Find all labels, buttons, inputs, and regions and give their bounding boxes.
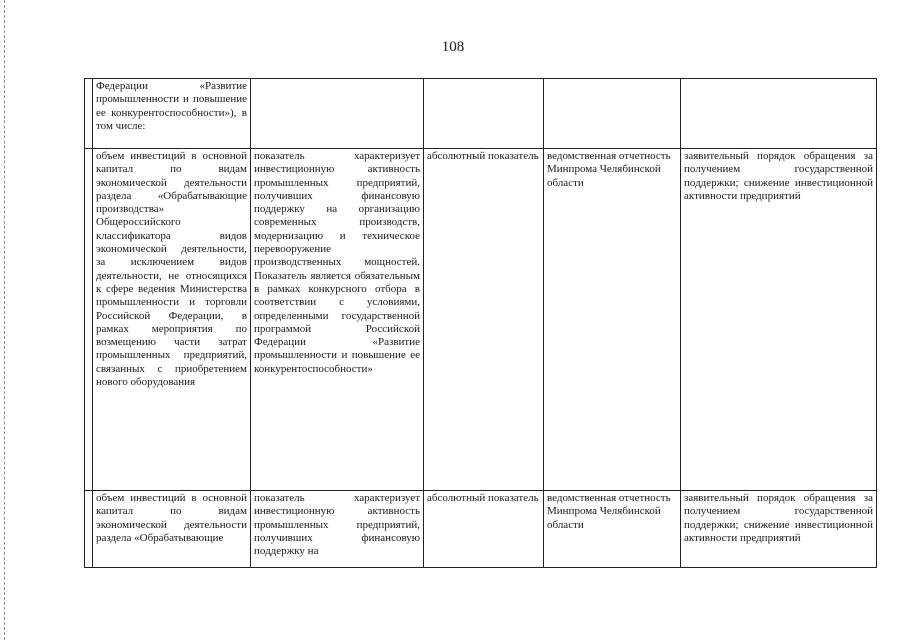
characteristic-cell: показатель характеризует инвестиционную активность промышленных предприятий, получивших финансовую поддержку на организацию современных производств, модернизацию и техническое перевооружение производственных мощностей. Показатель является обязательным в рамках конкурсного отбора в соответствии с условиями, определенными государственной программой Российской Федерации «Развитие промышленности и повышение ее конкурентоспособности» [251, 149, 424, 491]
indicator-type-cell: абсолютный показатель [424, 149, 544, 491]
characteristic-cell: показатель характеризует инвестиционную активность промышленных предприятий, получивших финансовую поддержку на [251, 491, 424, 568]
indicator-table [84, 78, 877, 568]
blank-cell [85, 149, 93, 491]
data-source-cell: ведомственная отчетность Минпрома Челябинской области [544, 491, 681, 568]
page-number: 108 [441, 39, 465, 55]
table-row [85, 491, 877, 568]
table-row [85, 79, 877, 149]
table-row [85, 149, 877, 491]
indicator-name-cell: Федерации «Развитие промышленности и повышение ее конкурентоспособности»), в том числе: [93, 79, 251, 149]
page-edge-rule [4, 0, 5, 640]
indicator-type-cell: абсолютный показатель [424, 491, 544, 568]
data-source-cell [544, 79, 681, 149]
indicator-type-cell [424, 79, 544, 149]
data-source-cell: ведомственная отчетность Минпрома Челябинской области [544, 149, 681, 491]
method-cell [681, 79, 877, 149]
method-cell: заявительный порядок обращения за получением государственной поддержки; снижение инвестиционной активности предприятий [681, 149, 877, 491]
characteristic-cell [251, 79, 424, 149]
blank-cell [85, 491, 93, 568]
method-cell: заявительный порядок обращения за получением государственной поддержки; снижение инвестиционной активности предприятий [681, 491, 877, 568]
indicator-name-cell: объем инвестиций в основной капитал по видам экономической деятельности раздела «Обрабатывающие [93, 491, 251, 568]
indicator-name-cell: объем инвестиций в основной капитал по видам экономической деятельности раздела «Обрабатывающие производства» Общероссийского классификатора видов экономической деятельности, за исключением видов деятельности, не относящихся к сфере ведения Министерства промышленности и торговли Российской Федерации, в рамках мероприятия по возмещению части затрат промышленных предприятий, связанных с приобретением нового оборудования [93, 149, 251, 491]
blank-cell [85, 79, 93, 149]
